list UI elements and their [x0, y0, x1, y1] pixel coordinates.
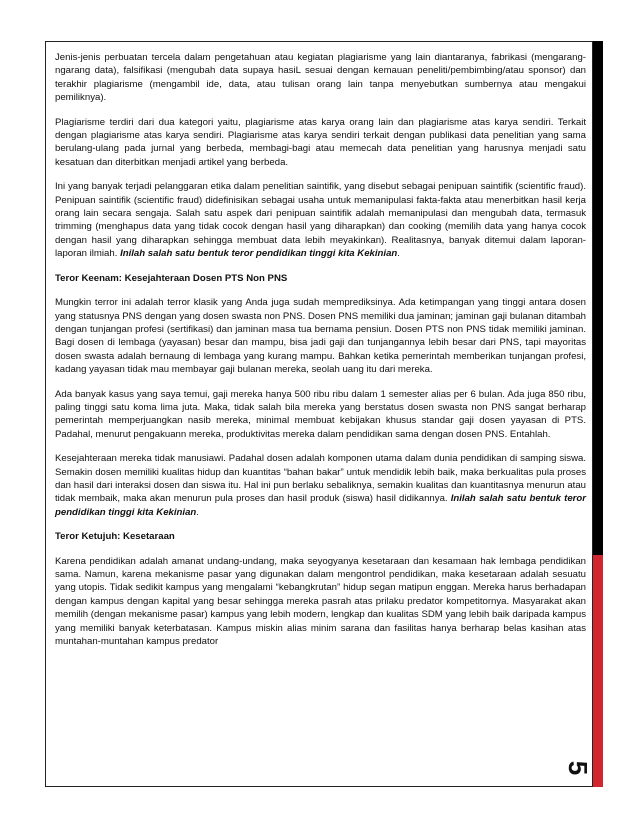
- paragraph-kesejahteraan: [55, 452, 586, 519]
- emphasis-text: Inilah salah satu bentuk teror pendidikan tinggi kita Kekinian: [120, 248, 398, 260]
- sidebar-accent-black: [593, 41, 603, 555]
- emphasis-text: Inilah salah satu bentuk teror pendidikan tinggi kita Kekinian: [55, 493, 586, 518]
- paragraph-text: Ini yang banyak terjadi pelanggaran etika dalam penelitian saintifik, yang disebut sebagai penipuan saintifik (scientific fraud). Penipuan saintifik (scientific fraud) didefinisikan sebagai usaha untuk memanipulasi fakta-fakta atau menerbitkan hasil kerja orang lain secara sengaja. Salah satu aspek dari penipuan saintifik adalah memanipulasi dan mengubah data, termasuk trimming (menghapus data yang tidak cocok dengan hasil yang diharapkan) dan cooking (memilih data yang hanya cocok dengan hasil yang diharapkan sehingga membuat data lebih meyakinkan). Realitasnya, banyak ditemui dalam laporan-laporan ilmiah.: [55, 181, 586, 260]
- section-heading-teror-ketujuh: Teror Ketujuh: Kesetaraan: [55, 531, 175, 543]
- section-heading-teror-keenam: Teror Keenam: Kesejahteraan Dosen PTS Non PNS: [55, 272, 288, 284]
- paragraph-scientific-fraud: [55, 180, 586, 260]
- paragraph-plagiarism-types: Jenis-jenis perbuatan tercela dalam pengetahuan atau kegiatan plagiarisme yang lain diantaranya, fabrikasi (mengarang-ngarang data), falsifikasi (mengubah data supaya hasiL sesuai dengan kemauan peneliti/pembimbing/atau sponsor) dan terakhir plagiarisme (mengambil ide, data, atau tulisan orang lain tanpa menyebutkan sumbernya atau mengakui pemiliknya).: [55, 52, 586, 104]
- paragraph-dosen-pns: Mungkin terror ini adalah terror klasik yang Anda juga sudah memprediksinya. Ada ketimpangan yang tinggi antara dosen yang statusnya PNS dengan yang dosen swasta non PNS. Dosen PNS memiliki dua jaminan; jaminan gaji bulanan ditambah dengan tunjangan profesi (sertifikasi) dan jaminan masa tua bernama pensiun. Dosen PTS non PNS tidak memiliki jaminan. Bagi dosen di lembaga (yayasan) besar dan mampu, bisa jadi gaji dan tunjangannya lebih besar dari PNS, tapi mayoritas dosen swasta adalah bernaung di lembaga yang kurang mampu. Bahkan ketika pemerintah memberikan tunjangan profesi, kadang yayasan tidak mau membayar gaji bulanan mereka, seolah uang itu dari mereka.: [55, 297, 586, 376]
- paragraph-kesetaraan: Karena pendidikan adalah amanat undang-undang, maka seyogyanya kesetaraan dan kesamaan hak lembaga pendidikan sama. Namun, karena mekanisme pasar yang digunakan dalam mengontrol pendidikan, maka kesetaraan adalah sesuatu yang utopis. Tidak sedikit kampus yang mengalami “kebangkrutan” hidup segan matipun enggan. Mereka harus berhadapan dengan kampus dengan kapital yang besar sehingga mereka pasrah atas prilaku predator kompetitornya. Masyarakat akan memilih (dengan mekanisme pasar) kampus yang lebih modern, lengkap dan kualitas SDM yang lebih baik daripada kampus yang memiliki banyak keterbatasan. Kampus miskin alias minim sarana dan fasilitas hanya berharap belas kasihan atas muntahan-muntahan kampus predator: [55, 555, 586, 648]
- document-body: [55, 51, 586, 659]
- page-number: 5: [563, 760, 594, 776]
- paragraph-plagiarism-categories: Plagiarisme terdiri dari dua kategori yaitu, plagiarisme atas karya orang lain dan plagiarisme atas karya sendiri. Terkait dengan plagiarisme atas karya sendiri. Plagiarisme atas karya sendiri terkait dengan publikasi data penelitian yang sama berulang-ulang pada jurnal yang berbeda, membagi-bagi atau memecah data penelitian yang harusnya menjadi satu kesatuan dan diterbitkan menjadi artikel yang berbeda.: [55, 116, 586, 168]
- paragraph-text: Kesejahteraan mereka tidak manusiawi. Padahal dosen adalah komponen utama dalam dunia pendidikan di samping siswa. Semakin dosen memiliki kualitas hidup dan kuantitas “bahan bakar” untuk mendidik lebih baik, maka berkualitas pula proses dan hasil dari interaksi dosen dan siswa itu. Hal ini pun berlaku sebaliknya, semakin kualitas dan kuantitasnya menurun atau tidak membaik, maka akan menurun pula proses dan hasil produk (siswa) hasil didikannya.: [55, 453, 586, 505]
- sidebar-accent-red: [593, 555, 603, 787]
- paragraph-end: .: [196, 506, 199, 518]
- paragraph-end: .: [397, 248, 400, 260]
- paragraph-gaji-dosen: Ada banyak kasus yang saya temui, gaji mereka hanya 500 ribu ribu dalam 1 semester alias per 6 bulan. Ada juga 850 ribu, paling tinggi satu koma lima juta. Maka, tidak salah bila mereka yang berstatus dosen swasta non PNS sangat berharap pemerintah memperjuangkan nasib mereka, minimal membuat kebijakan khusus standar gaji dosen yayasan di PTS. Padahal, menurut pengakuann mereka, produktivitas mereka dalam pendidikan sama dengan dosen PNS. Entahlah.: [55, 388, 586, 440]
